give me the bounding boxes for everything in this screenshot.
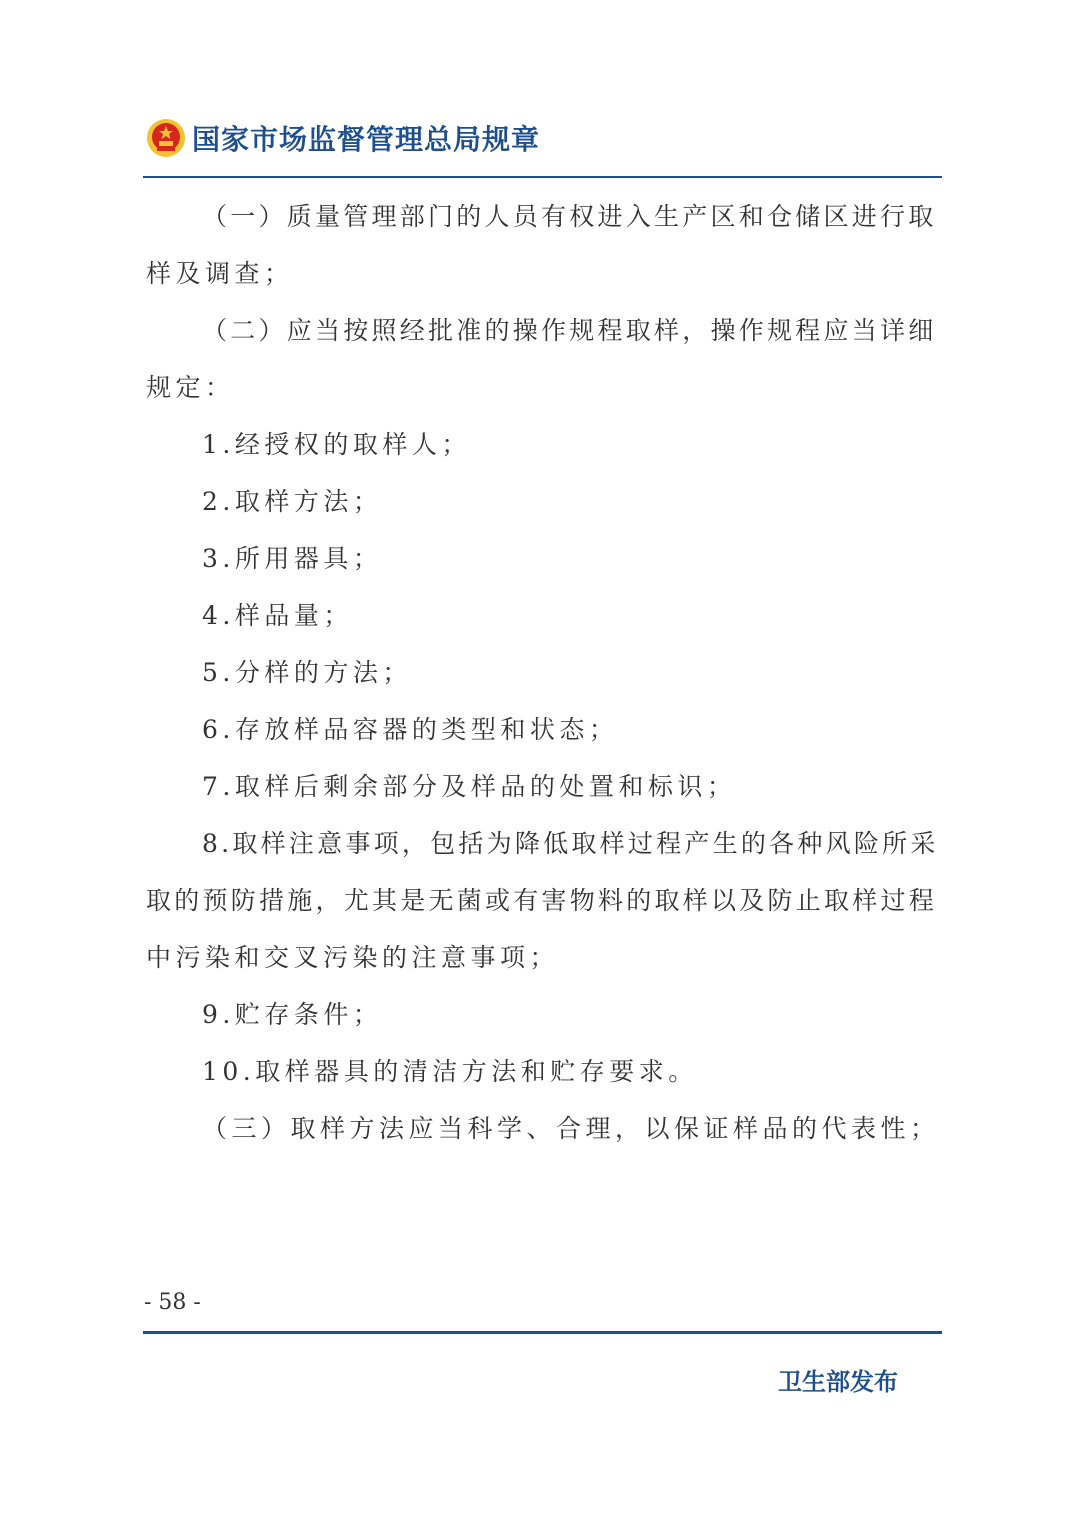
text-line-2: 样及调查； xyxy=(146,259,294,288)
list-item-3: 3.所用器具； xyxy=(202,544,383,573)
list-item-4: 4.样品量； xyxy=(202,601,353,630)
text-line-last: （三）取样方法应当科学、合理，以保证样品的代表性； xyxy=(202,1114,940,1143)
list-item-8-continued: 取的预防措施，尤其是无菌或有害物料的取样以及防止取样过程 xyxy=(146,886,938,915)
list-item-10: 10.取样器具的清洁方法和贮存要求。 xyxy=(202,1057,698,1086)
header-divider xyxy=(143,176,942,178)
page-header xyxy=(146,116,540,160)
publisher-label: 卫生部发布 xyxy=(778,1368,898,1396)
text-line-4: 规定： xyxy=(146,373,235,402)
list-item-2: 2.取样方法； xyxy=(202,487,383,516)
footer-divider xyxy=(143,1331,942,1334)
header-title: 国家市场监督管理总局规章 xyxy=(192,123,541,156)
list-item-8: 8.取样注意事项，包括为降低取样过程产生的各种风险所采 xyxy=(202,829,939,858)
text-line-1: （一）质量管理部门的人员有权进入生产区和仓储区进行取 xyxy=(202,202,937,231)
text-line-3: （二）应当按照经批准的操作规程取样，操作规程应当详细 xyxy=(202,316,937,345)
national-emblem-icon xyxy=(146,118,186,158)
page-number: - 58 - xyxy=(144,1290,201,1315)
list-item-8-continued-2: 中污染和交叉污染的注意事项； xyxy=(146,943,560,972)
list-item-7: 7.取样后剩余部分及样品的处置和标识； xyxy=(202,772,737,801)
list-item-6: 6.存放样品容器的类型和状态； xyxy=(202,715,619,744)
list-item-5: 5.分样的方法； xyxy=(202,658,412,687)
list-item-1: 1.经授权的取样人； xyxy=(202,430,471,459)
list-item-9: 9.贮存条件； xyxy=(202,1000,383,1029)
